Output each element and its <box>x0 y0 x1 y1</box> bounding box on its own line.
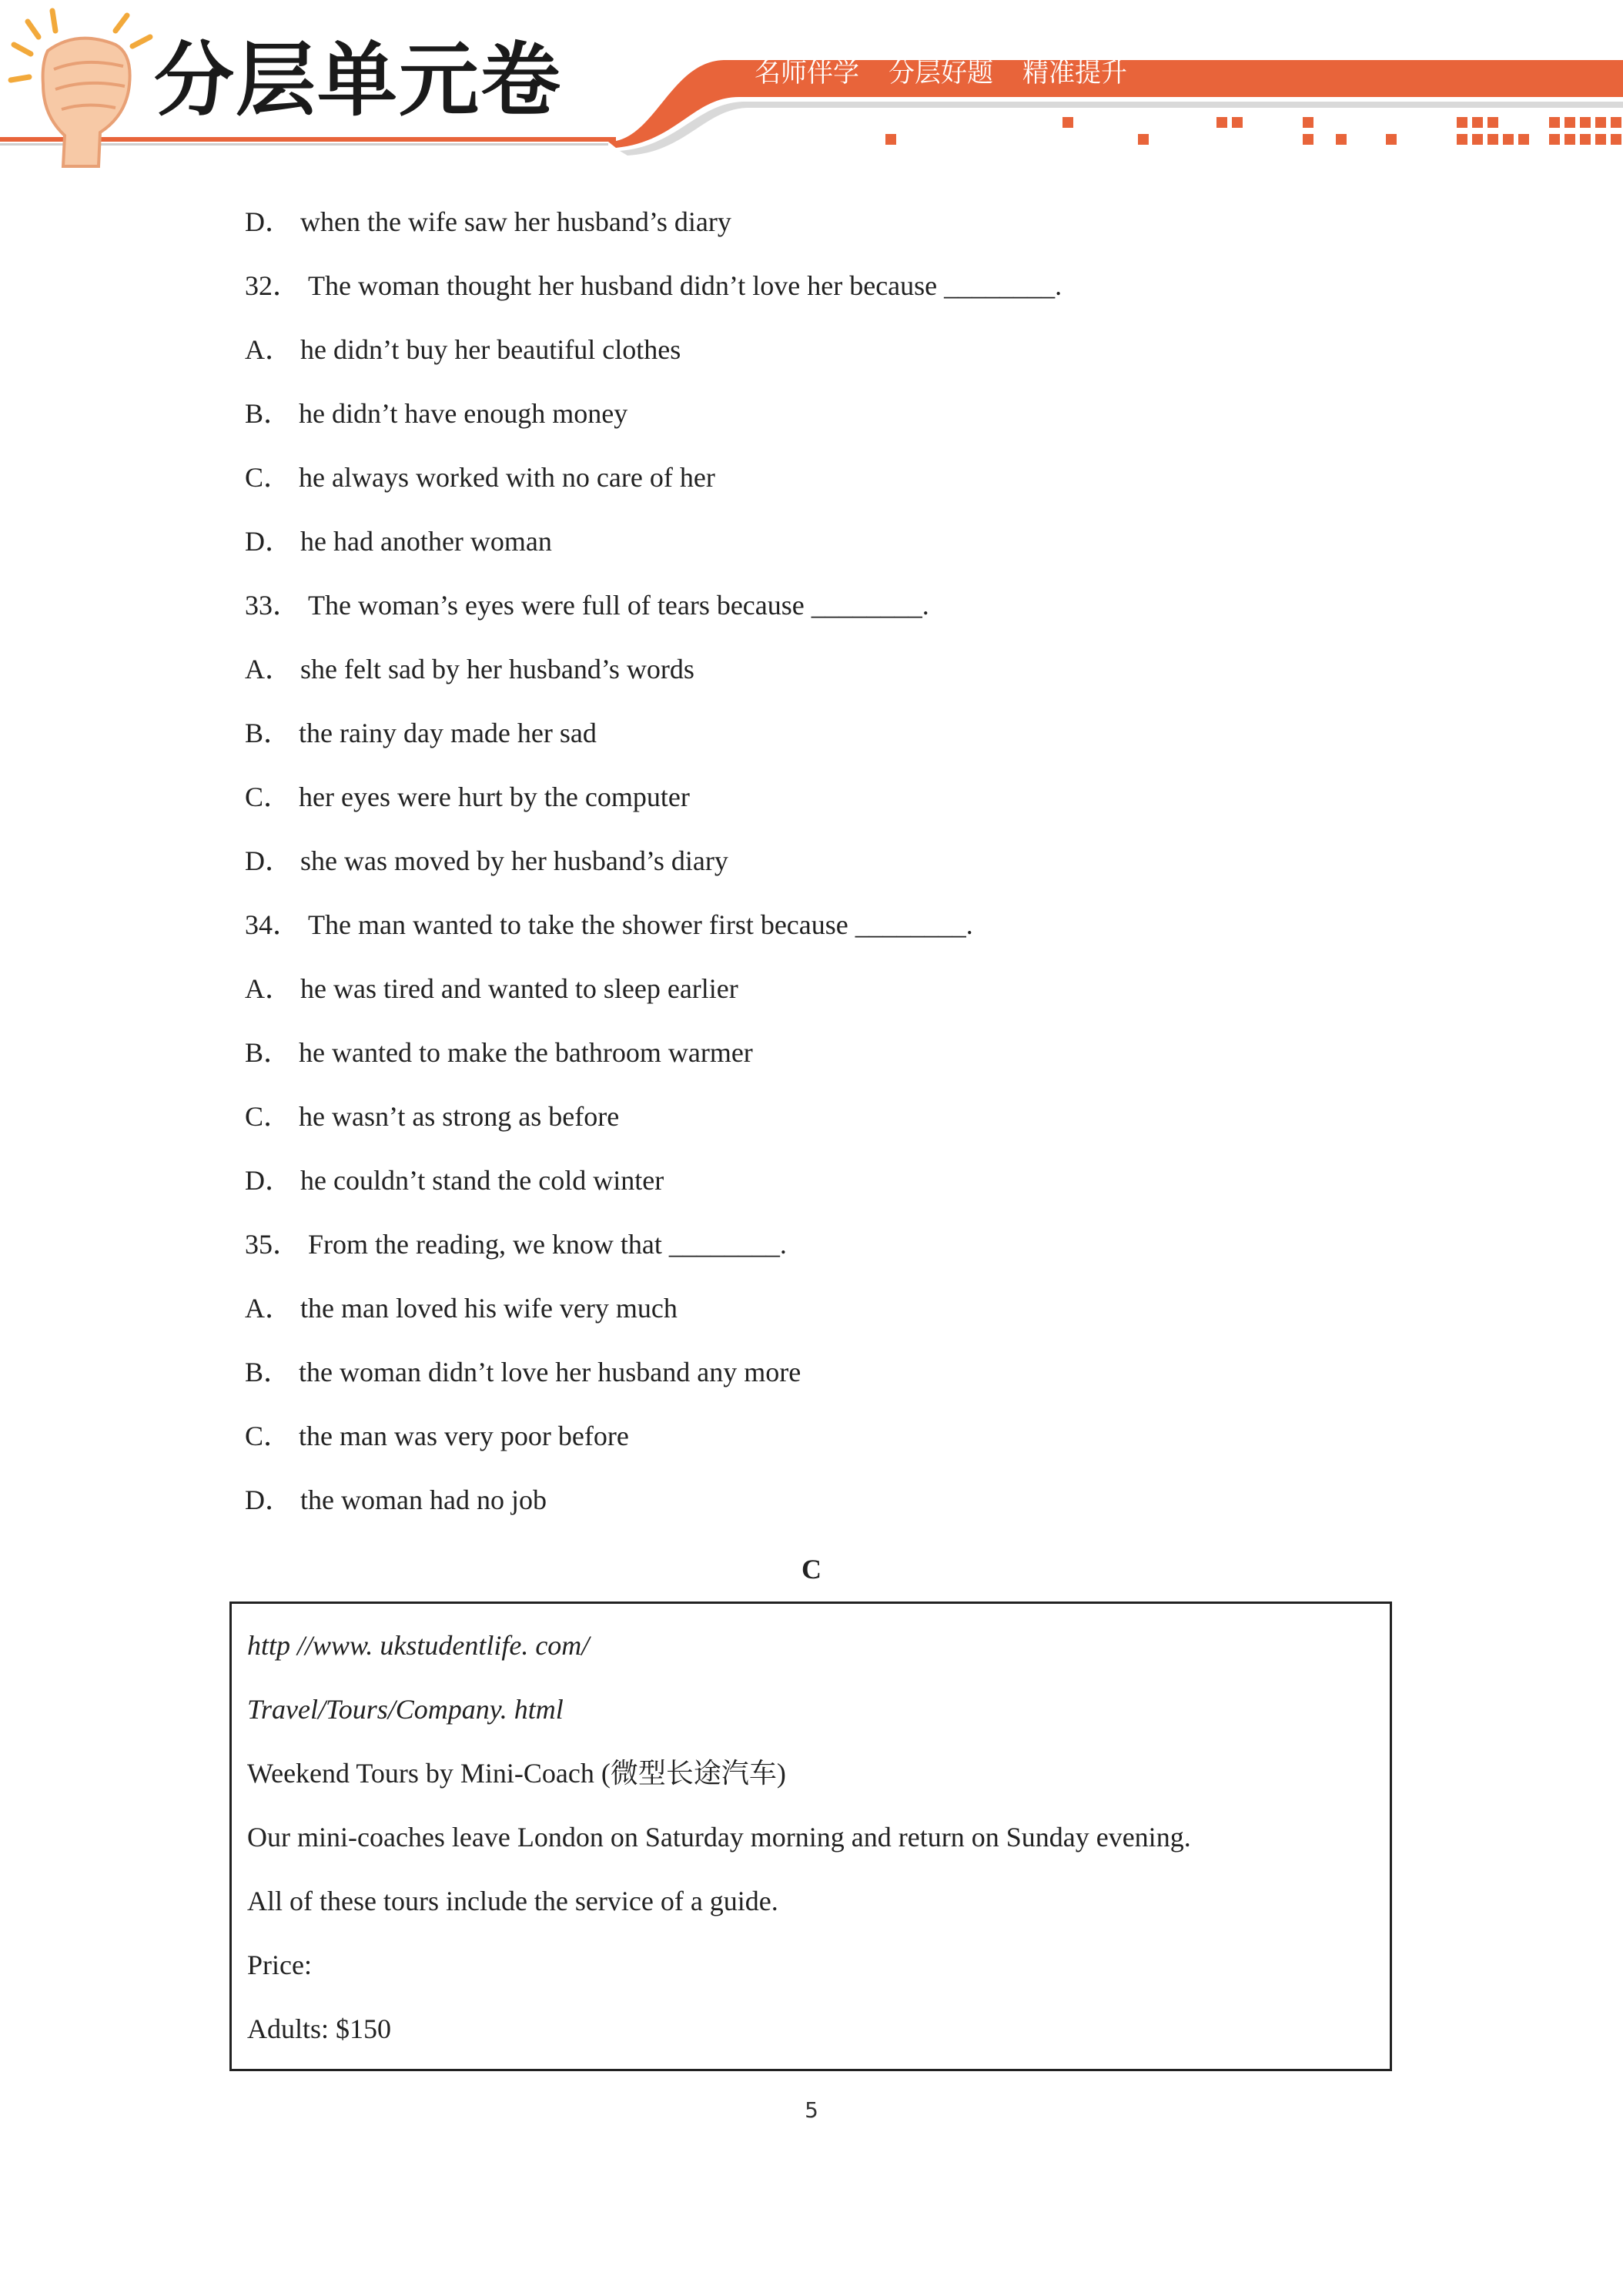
option-item <box>245 719 1400 783</box>
ad-url-line: http //www. ukstudentlife. com/ <box>247 1630 590 1661</box>
option-label: D． <box>245 1165 293 1196</box>
option-item <box>245 1166 1400 1230</box>
section-heading: C <box>801 1554 822 1585</box>
option-text: he always worked with no care of her <box>299 462 715 493</box>
option-text: he didn’t buy her beautiful clothes <box>300 334 681 365</box>
option-text: her eyes were hurt by the computer <box>299 782 690 812</box>
option-item <box>245 1486 1400 1550</box>
slogan-item: 精准提升 <box>1022 58 1127 89</box>
option-text: he had another woman <box>300 526 552 557</box>
question-text: The woman thought her husband didn’t love her because ________. <box>308 270 1062 301</box>
page-header <box>0 0 1623 177</box>
ad-text: Our mini-coaches leave London on Saturday morning and return on Sunday evening. <box>247 1822 1191 1853</box>
question-number: 32． <box>245 270 301 301</box>
question-stem <box>245 272 1400 336</box>
option-item <box>245 1039 1400 1103</box>
option-label: D． <box>245 206 293 237</box>
option-label: B． <box>245 718 292 748</box>
slogan-item: 名师伴学 <box>755 58 859 89</box>
question-number: 34． <box>245 909 301 940</box>
option-label: B． <box>245 398 292 429</box>
option-item <box>245 527 1400 591</box>
option-text: he wanted to make the bathroom warmer <box>299 1037 753 1068</box>
page-number: 5 <box>805 2097 818 2123</box>
option-item <box>245 655 1400 719</box>
option-label: D． <box>245 1484 293 1515</box>
ad-price-adults: Adults: $150 <box>247 2013 392 2044</box>
option-item <box>245 1358 1400 1422</box>
question-stem <box>245 911 1400 975</box>
decorative-squares <box>885 117 1621 145</box>
option-text: the man was very poor before <box>299 1421 629 1451</box>
option-item <box>245 847 1400 911</box>
ad-title: Weekend Tours by Mini-Coach (微型长途汽车) <box>247 1758 786 1789</box>
option-item <box>245 1294 1400 1358</box>
option-text: he was tired and wanted to sleep earlier <box>300 973 738 1004</box>
option-item <box>245 783 1400 847</box>
option-item <box>245 400 1400 464</box>
option-label: A． <box>245 1293 293 1324</box>
ad-price-label: Price: <box>247 1950 312 1980</box>
question-stem <box>245 591 1400 655</box>
option-label: A． <box>245 334 293 365</box>
option-label: B． <box>245 1357 292 1387</box>
option-label: C． <box>245 462 292 493</box>
option-label: C． <box>245 782 292 812</box>
option-text: the woman didn’t love her husband any more <box>299 1357 801 1387</box>
option-label: D． <box>245 526 293 557</box>
question-text: The man wanted to take the shower first because ________. <box>308 909 973 940</box>
slogan-item: 分层好题 <box>888 58 993 89</box>
question-text: The woman’s eyes were full of tears because ________. <box>308 590 929 621</box>
advertisement-box <box>229 1602 1392 2071</box>
option-text: the man loved his wife very much <box>300 1293 678 1324</box>
fist-icon <box>11 11 150 166</box>
option-item <box>245 208 1400 272</box>
question-list <box>245 208 1400 1550</box>
option-text: he didn’t have enough money <box>299 398 628 429</box>
option-label: C． <box>245 1421 292 1451</box>
ad-text: All of these tours include the service of a guide. <box>247 1886 778 1916</box>
option-text: the rainy day made her sad <box>299 718 597 748</box>
option-item <box>245 1103 1400 1166</box>
option-text: she was moved by her husband’s diary <box>300 845 728 876</box>
question-number: 33． <box>245 590 301 621</box>
brand-title: 分层单元卷 <box>154 33 563 127</box>
option-label: B． <box>245 1037 292 1068</box>
option-item <box>245 464 1400 527</box>
question-stem <box>245 1230 1400 1294</box>
option-label: A． <box>245 654 293 684</box>
option-text: the woman had no job <box>300 1484 547 1515</box>
option-text: he couldn’t stand the cold winter <box>300 1165 664 1196</box>
option-item <box>245 975 1400 1039</box>
option-text: when the wife saw her husband’s diary <box>300 206 731 237</box>
question-number: 35． <box>245 1229 301 1260</box>
option-label: A． <box>245 973 293 1004</box>
option-item <box>245 336 1400 400</box>
option-text: she felt sad by her husband’s words <box>300 654 694 684</box>
option-text: he wasn’t as strong as before <box>299 1101 620 1132</box>
option-label: D． <box>245 845 293 876</box>
ad-url-line: Travel/Tours/Company. html <box>247 1694 564 1725</box>
option-item <box>245 1422 1400 1486</box>
option-label: C． <box>245 1101 292 1132</box>
header-slogans <box>755 58 1156 89</box>
question-text: From the reading, we know that ________. <box>308 1229 787 1260</box>
